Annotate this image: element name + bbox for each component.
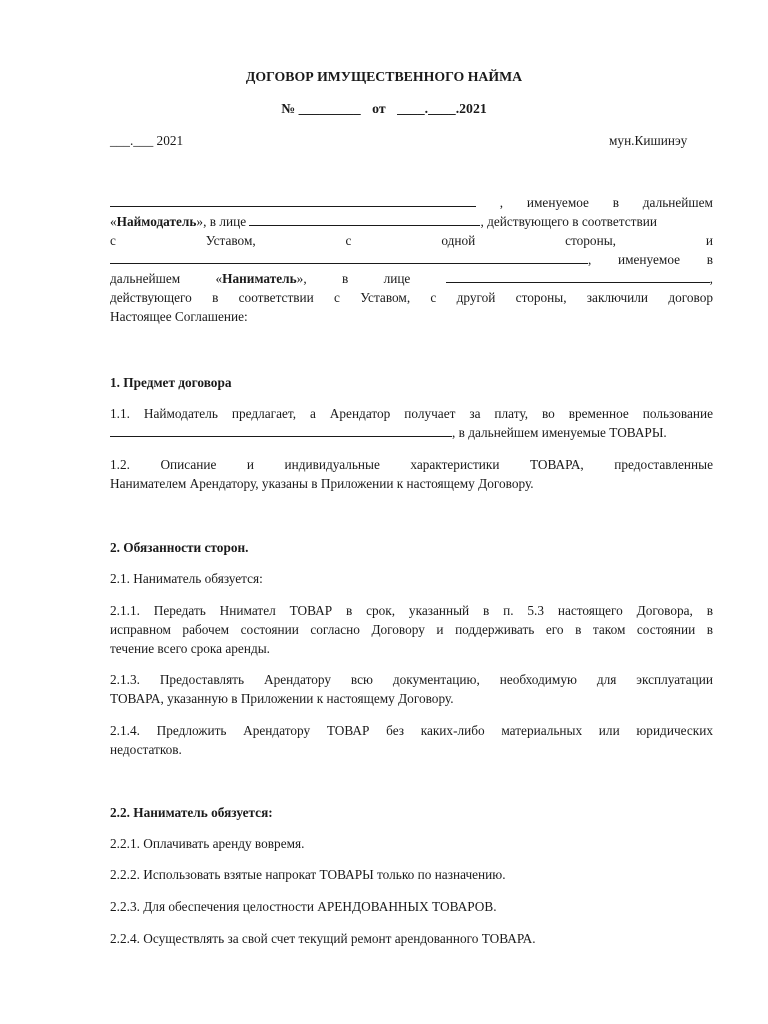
number-sign: № (281, 101, 296, 116)
clause-2-2-4: 2.2.4. Осуществлять за свой счет текущий ремонт арендованного ТОВАРА. (110, 931, 536, 946)
blank-line (110, 250, 588, 264)
intro-line-4: , именуемое в (110, 250, 713, 269)
number-blank: _________ (298, 101, 361, 116)
year: .2021 (455, 101, 487, 116)
blank-line (249, 212, 480, 226)
tenant-term: Наниматель (222, 271, 297, 286)
clause-2-2-3: 2.2.3. Для обеспечения целостности АРЕНДОВАННЫХ ТОВАРОВ. (110, 899, 497, 914)
clause-2-2-1: 2.2.1. Оплачивать аренду вовремя. (110, 836, 305, 851)
landlord-term: Наймодатель (116, 214, 197, 229)
blank-line (110, 423, 452, 437)
clause-2-1-1: 2.1.1. Передать Ннимател ТОВАР в срок, указанный в п. 5.3 настоящего Договора, в исправном рабочем состоянии согласно Договору и поддерживать его в таком состоянии в течение всего срока аренды. (110, 603, 713, 656)
intro-line-5: дальнейшем «Наниматель», в лице , (110, 271, 713, 286)
intro-paragraph (110, 193, 713, 326)
from-word: от (372, 101, 386, 116)
blank-line (110, 193, 476, 207)
clause-2-1-3: 2.1.3. Предоставлять Арендатору всю документацию, необходимую для эксплуатации ТОВАРА, указанную в Приложении к настоящему Договору. (110, 672, 713, 706)
contract-number-line (0, 99, 768, 118)
intro-line-6: действующего в соответствии с Уставом, с другой стороны, заключили договор (110, 290, 713, 305)
clause-2-1: 2.1. Наниматель обязуется: (110, 571, 263, 586)
contract-date: ___.___ 2021 (110, 133, 184, 148)
intro-line-2: «Наймодатель», в лице , действующего в соответствии (110, 214, 657, 229)
clause-2-1-4: 2.1.4. Предложить Арендатору ТОВАР без каких-либо материальных или юридических недостатков. (110, 723, 713, 757)
section-1-heading: 1. Предмет договора (110, 375, 232, 390)
intro-line-7: Настоящее Соглашение: (110, 309, 248, 324)
clause-2-2-2: 2.2.2. Использовать взятые напрокат ТОВАРЫ только по назначению. (110, 867, 506, 882)
blank-line (446, 269, 710, 283)
document-title: ДОГОВОР ИМУЩЕСТВЕННОГО НАЙМА (245, 69, 523, 84)
section-2-heading: 2. Обязанности сторон. (110, 540, 249, 555)
clause-1-2: 1.2. Описание и индивидуальные характеристики ТОВАРА, предоставленные Нанимателем Арендатору, указаны в Приложении к настоящему Договору. (110, 457, 713, 491)
date-blank: ____.____ (397, 101, 456, 116)
intro-line-3: с Уставом, с одной стороны, и (110, 233, 713, 248)
clause-1-1: 1.1. Наймодатель предлагает, а Арендатор получает за плату, во временное пользование , в дальнейшем именуемые ТОВАРЫ. (110, 406, 713, 440)
section-2-2-heading: 2.2. Наниматель обязуется: (110, 805, 273, 820)
intro-line-1: , именуемое в дальнейшем (110, 193, 713, 212)
contract-city: мун.Кишинэу (609, 133, 688, 148)
